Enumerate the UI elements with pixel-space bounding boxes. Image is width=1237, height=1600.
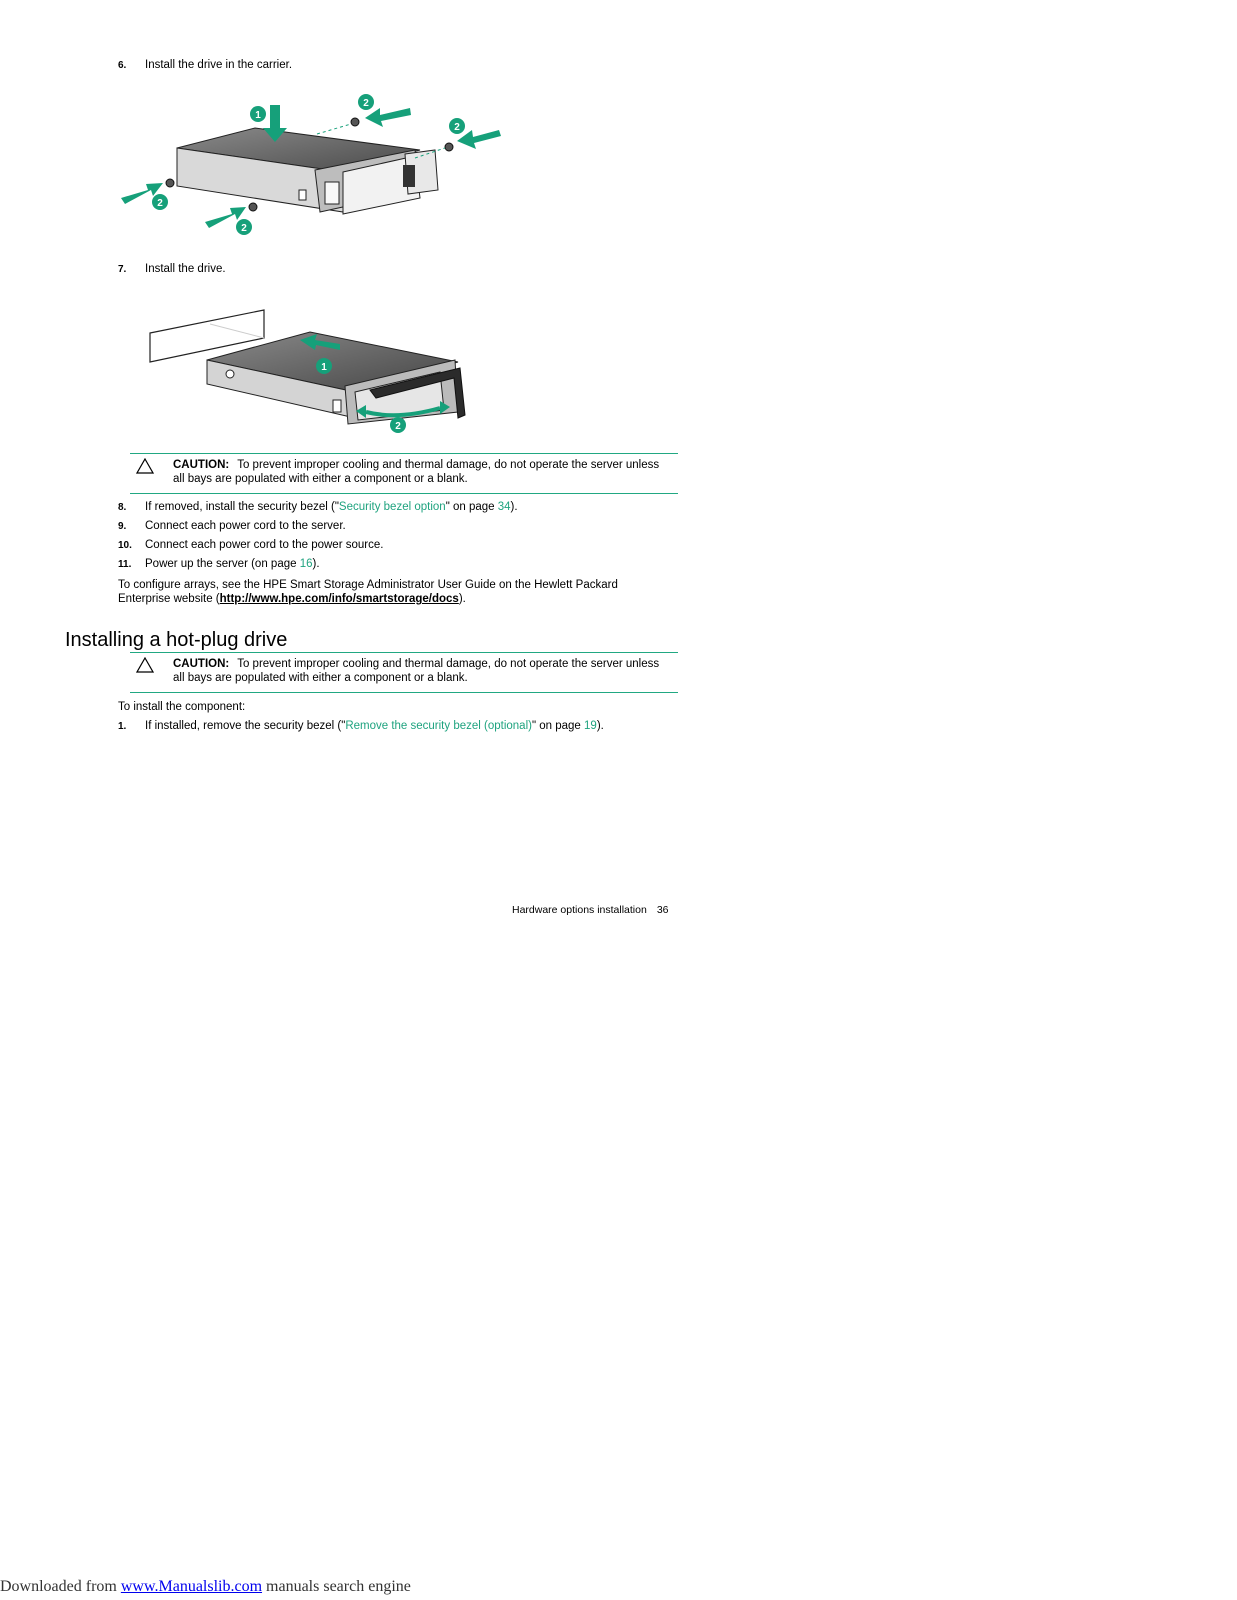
step-number: 10. [118,540,132,551]
callout-1: 1 [255,110,261,121]
callout-2: 2 [363,98,369,109]
callout-2: 2 [157,198,163,209]
callout-2: 2 [454,122,460,133]
configure-arrays-paragraph [118,578,658,606]
step-number: 8. [118,502,127,513]
paragraph-text: ). [458,593,466,605]
drive-carrier-illustration [115,90,515,250]
step-text: Install the drive. [145,263,226,275]
step-number: 6. [118,60,127,71]
callout-2: 2 [395,421,401,432]
step-text: Connect each power cord to the server. [145,520,346,532]
step-text: If removed, install the security bezel (" [145,501,339,513]
caution-notice [130,652,678,693]
caution-triangle-icon [136,458,154,474]
caution-notice [130,453,678,494]
step-number: 9. [118,521,127,532]
step-text: Power up the server (on page [145,558,300,570]
page-34-link[interactable]: 34 [497,501,511,513]
remove-security-bezel-link[interactable]: Remove the security bezel (optional) [345,720,532,732]
manualslib-link[interactable]: www.Manualslib.com [120,1578,263,1595]
page-16-link[interactable]: 16 [299,558,313,570]
download-banner [0,1578,411,1596]
step-text: ). [596,720,604,732]
caution-text: To prevent improper cooling and thermal damage, do not operate the server unless all bays are populated with either a component or a blank. [173,459,660,485]
page-number: 36 [656,904,669,916]
drive-install-illustration [140,300,480,450]
section-heading: Installing a hot-plug drive [65,629,288,651]
step-text: " on page [531,720,585,732]
step-text: ). [510,501,518,513]
step-text: " on page [445,501,498,513]
paragraph-text: To configure arrays, see the HPE Smart Storage Administrator User Guide on the Hewlett Packard Enterprise website ( [118,579,618,605]
banner-text: Downloaded from [0,1578,121,1595]
step-text: If installed, remove the security bezel (" [145,720,346,732]
step-text: Connect each power cord to the power source. [145,539,384,551]
step-number: 7. [118,264,127,275]
step-number: 1. [118,721,127,732]
step-text: Install the drive in the carrier. [145,59,293,71]
callout-2: 2 [241,223,247,234]
smartstorage-docs-link[interactable]: http://www.hpe.com/info/smartstorage/docs [219,593,459,605]
step-number: 11. [118,559,132,570]
callout-1: 1 [321,362,327,373]
caution-label: CAUTION: [173,658,230,670]
caution-label: CAUTION: [173,459,230,471]
security-bezel-option-link[interactable]: Security bezel option [338,501,446,513]
footer-section-title: Hardware options installation [512,904,647,916]
caution-text: To prevent improper cooling and thermal damage, do not operate the server unless all bays are populated with either a component or a blank. [173,658,660,684]
banner-text: manuals search engine [262,1578,411,1595]
page-19-link[interactable]: 19 [584,720,597,732]
install-intro: To install the component: [118,701,246,713]
caution-triangle-icon [136,657,154,673]
step-text: ). [312,558,320,570]
page-footer [512,904,669,916]
